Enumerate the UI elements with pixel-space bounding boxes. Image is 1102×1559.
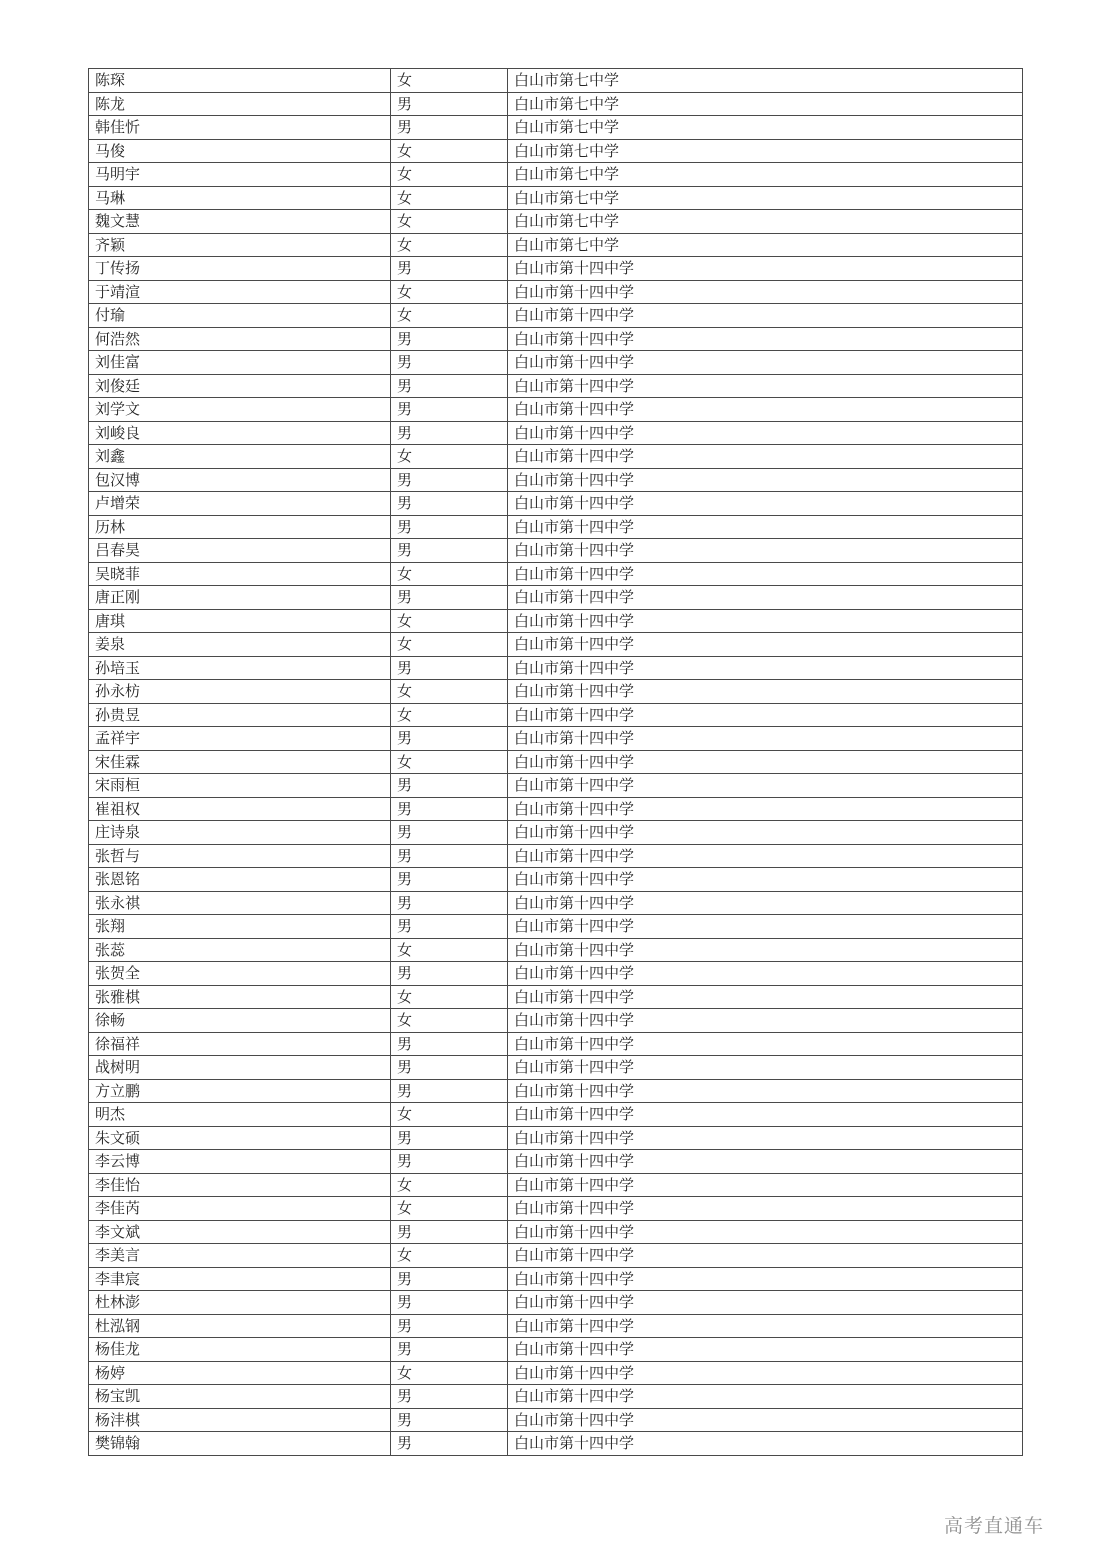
- gender-cell: 男: [391, 1079, 508, 1103]
- gender-cell: 男: [391, 727, 508, 751]
- table-row: [89, 1361, 1023, 1385]
- student-name-cell: 崔祖权: [89, 797, 391, 821]
- table-row: [89, 280, 1023, 304]
- table-row: [89, 844, 1023, 868]
- gender-cell: 男: [391, 774, 508, 798]
- student-name-cell: 张永祺: [89, 891, 391, 915]
- student-name-cell: 庄诗泉: [89, 821, 391, 845]
- gender-cell: 女: [391, 186, 508, 210]
- student-name-cell: 杜林澎: [89, 1291, 391, 1315]
- table-row: [89, 492, 1023, 516]
- student-name-cell: 战树明: [89, 1056, 391, 1080]
- table-row: [89, 633, 1023, 657]
- school-cell: 白山市第十四中学: [508, 844, 1023, 868]
- table-row: [89, 1126, 1023, 1150]
- student-name-cell: 吕春昊: [89, 539, 391, 563]
- gender-cell: 男: [391, 1032, 508, 1056]
- school-cell: 白山市第十四中学: [508, 562, 1023, 586]
- school-cell: 白山市第十四中学: [508, 280, 1023, 304]
- school-cell: 白山市第十四中学: [508, 1385, 1023, 1409]
- school-cell: 白山市第七中学: [508, 92, 1023, 116]
- table-row: [89, 680, 1023, 704]
- gender-cell: 女: [391, 445, 508, 469]
- student-name-cell: 何浩然: [89, 327, 391, 351]
- student-name-cell: 宋雨桓: [89, 774, 391, 798]
- student-name-cell: 唐正刚: [89, 586, 391, 610]
- student-name-cell: 李佳怡: [89, 1173, 391, 1197]
- table-row: [89, 938, 1023, 962]
- student-name-cell: 徐畅: [89, 1009, 391, 1033]
- school-cell: 白山市第十四中学: [508, 1197, 1023, 1221]
- gender-cell: 女: [391, 985, 508, 1009]
- table-row: [89, 233, 1023, 257]
- gender-cell: 女: [391, 1244, 508, 1268]
- student-name-cell: 陈龙: [89, 92, 391, 116]
- gender-cell: 男: [391, 1314, 508, 1338]
- table-row: [89, 1009, 1023, 1033]
- school-cell: 白山市第十四中学: [508, 1291, 1023, 1315]
- table-row: [89, 868, 1023, 892]
- table-row: [89, 656, 1023, 680]
- gender-cell: 男: [391, 1150, 508, 1174]
- school-cell: 白山市第十四中学: [508, 1173, 1023, 1197]
- school-cell: 白山市第十四中学: [508, 915, 1023, 939]
- student-name-cell: 马俊: [89, 139, 391, 163]
- school-cell: 白山市第七中学: [508, 139, 1023, 163]
- student-name-cell: 明杰: [89, 1103, 391, 1127]
- table-row: [89, 304, 1023, 328]
- school-cell: 白山市第十四中学: [508, 1244, 1023, 1268]
- student-name-cell: 樊锦翰: [89, 1432, 391, 1456]
- gender-cell: 男: [391, 374, 508, 398]
- table-row: [89, 116, 1023, 140]
- table-row: [89, 1197, 1023, 1221]
- gender-cell: 男: [391, 915, 508, 939]
- student-name-cell: 刘俊廷: [89, 374, 391, 398]
- student-name-cell: 唐琪: [89, 609, 391, 633]
- school-cell: 白山市第十四中学: [508, 609, 1023, 633]
- table-row: [89, 515, 1023, 539]
- student-name-cell: 张翔: [89, 915, 391, 939]
- school-cell: 白山市第七中学: [508, 233, 1023, 257]
- table-row: [89, 1408, 1023, 1432]
- gender-cell: 男: [391, 421, 508, 445]
- student-name-cell: 徐福祥: [89, 1032, 391, 1056]
- roster-table-body: [89, 69, 1023, 1456]
- gender-cell: 男: [391, 1126, 508, 1150]
- student-name-cell: 陈琛: [89, 69, 391, 93]
- table-row: [89, 1220, 1023, 1244]
- school-cell: 白山市第十四中学: [508, 774, 1023, 798]
- table-row: [89, 539, 1023, 563]
- school-cell: 白山市第十四中学: [508, 304, 1023, 328]
- table-row: [89, 586, 1023, 610]
- school-cell: 白山市第十四中学: [508, 1220, 1023, 1244]
- gender-cell: 女: [391, 304, 508, 328]
- table-row: [89, 186, 1023, 210]
- gender-cell: 男: [391, 962, 508, 986]
- gender-cell: 女: [391, 1361, 508, 1385]
- school-cell: 白山市第十四中学: [508, 633, 1023, 657]
- gender-cell: 男: [391, 868, 508, 892]
- table-row: [89, 1150, 1023, 1174]
- school-cell: 白山市第十四中学: [508, 398, 1023, 422]
- gender-cell: 男: [391, 1432, 508, 1456]
- student-name-cell: 付瑜: [89, 304, 391, 328]
- school-cell: 白山市第十四中学: [508, 421, 1023, 445]
- school-cell: 白山市第七中学: [508, 163, 1023, 187]
- gender-cell: 女: [391, 680, 508, 704]
- school-cell: 白山市第十四中学: [508, 1361, 1023, 1385]
- school-cell: 白山市第十四中学: [508, 1314, 1023, 1338]
- student-name-cell: 刘学文: [89, 398, 391, 422]
- school-cell: 白山市第十四中学: [508, 680, 1023, 704]
- student-name-cell: 齐颖: [89, 233, 391, 257]
- school-cell: 白山市第十四中学: [508, 1056, 1023, 1080]
- student-name-cell: 孟祥宇: [89, 727, 391, 751]
- school-cell: 白山市第十四中学: [508, 891, 1023, 915]
- student-name-cell: 张贺全: [89, 962, 391, 986]
- table-row: [89, 421, 1023, 445]
- student-name-cell: 张雅棋: [89, 985, 391, 1009]
- gender-cell: 男: [391, 1408, 508, 1432]
- student-name-cell: 张哲与: [89, 844, 391, 868]
- table-row: [89, 915, 1023, 939]
- school-cell: 白山市第十四中学: [508, 821, 1023, 845]
- gender-cell: 男: [391, 891, 508, 915]
- school-cell: 白山市第十四中学: [508, 586, 1023, 610]
- table-row: [89, 210, 1023, 234]
- student-name-cell: 吴晓菲: [89, 562, 391, 586]
- table-row: [89, 774, 1023, 798]
- gender-cell: 女: [391, 210, 508, 234]
- school-cell: 白山市第十四中学: [508, 1432, 1023, 1456]
- school-cell: 白山市第十四中学: [508, 1338, 1023, 1362]
- school-cell: 白山市第十四中学: [508, 703, 1023, 727]
- school-cell: 白山市第十四中学: [508, 327, 1023, 351]
- table-row: [89, 797, 1023, 821]
- student-name-cell: 孙培玉: [89, 656, 391, 680]
- student-name-cell: 李美言: [89, 1244, 391, 1268]
- table-row: [89, 1173, 1023, 1197]
- school-cell: 白山市第七中学: [508, 210, 1023, 234]
- student-name-cell: 杨沣棋: [89, 1408, 391, 1432]
- student-name-cell: 马琳: [89, 186, 391, 210]
- school-cell: 白山市第七中学: [508, 116, 1023, 140]
- gender-cell: 女: [391, 139, 508, 163]
- gender-cell: 女: [391, 562, 508, 586]
- student-name-cell: 丁传扬: [89, 257, 391, 281]
- student-roster-table: [88, 68, 1023, 1456]
- gender-cell: 女: [391, 1173, 508, 1197]
- school-cell: 白山市第十四中学: [508, 750, 1023, 774]
- gender-cell: 男: [391, 1385, 508, 1409]
- gender-cell: 女: [391, 233, 508, 257]
- gender-cell: 女: [391, 750, 508, 774]
- gender-cell: 男: [391, 586, 508, 610]
- gender-cell: 女: [391, 633, 508, 657]
- school-cell: 白山市第十四中学: [508, 539, 1023, 563]
- gender-cell: 男: [391, 1220, 508, 1244]
- student-name-cell: 杨婷: [89, 1361, 391, 1385]
- student-name-cell: 孙贵昱: [89, 703, 391, 727]
- gender-cell: 男: [391, 116, 508, 140]
- table-row: [89, 1267, 1023, 1291]
- school-cell: 白山市第十四中学: [508, 1079, 1023, 1103]
- gender-cell: 女: [391, 938, 508, 962]
- school-cell: 白山市第十四中学: [508, 1408, 1023, 1432]
- student-name-cell: 刘佳富: [89, 351, 391, 375]
- gender-cell: 女: [391, 609, 508, 633]
- gender-cell: 女: [391, 163, 508, 187]
- student-name-cell: 杨佳龙: [89, 1338, 391, 1362]
- table-row: [89, 1432, 1023, 1456]
- table-row: [89, 1385, 1023, 1409]
- gender-cell: 女: [391, 1009, 508, 1033]
- gender-cell: 女: [391, 69, 508, 93]
- school-cell: 白山市第十四中学: [508, 1150, 1023, 1174]
- school-cell: 白山市第十四中学: [508, 1032, 1023, 1056]
- student-name-cell: 韩佳忻: [89, 116, 391, 140]
- table-row: [89, 398, 1023, 422]
- gender-cell: 男: [391, 327, 508, 351]
- gender-cell: 男: [391, 821, 508, 845]
- school-cell: 白山市第十四中学: [508, 797, 1023, 821]
- student-name-cell: 刘鑫: [89, 445, 391, 469]
- table-row: [89, 327, 1023, 351]
- student-name-cell: 朱文硕: [89, 1126, 391, 1150]
- table-row: [89, 891, 1023, 915]
- school-cell: 白山市第十四中学: [508, 868, 1023, 892]
- school-cell: 白山市第十四中学: [508, 351, 1023, 375]
- watermark-text: 高考直通车: [943, 1515, 1044, 1537]
- table-row: [89, 962, 1023, 986]
- student-name-cell: 宋佳霖: [89, 750, 391, 774]
- gender-cell: 女: [391, 703, 508, 727]
- student-name-cell: 李聿宸: [89, 1267, 391, 1291]
- table-row: [89, 69, 1023, 93]
- table-row: [89, 257, 1023, 281]
- school-cell: 白山市第十四中学: [508, 727, 1023, 751]
- school-cell: 白山市第十四中学: [508, 374, 1023, 398]
- table-row: [89, 727, 1023, 751]
- gender-cell: 男: [391, 351, 508, 375]
- table-row: [89, 163, 1023, 187]
- gender-cell: 男: [391, 1338, 508, 1362]
- table-row: [89, 139, 1023, 163]
- student-name-cell: 魏文慧: [89, 210, 391, 234]
- table-row: [89, 985, 1023, 1009]
- gender-cell: 男: [391, 492, 508, 516]
- school-cell: 白山市第十四中学: [508, 1103, 1023, 1127]
- school-cell: 白山市第十四中学: [508, 962, 1023, 986]
- student-name-cell: 孙永枋: [89, 680, 391, 704]
- table-row: [89, 562, 1023, 586]
- table-row: [89, 703, 1023, 727]
- gender-cell: 女: [391, 1103, 508, 1127]
- table-row: [89, 1079, 1023, 1103]
- table-row: [89, 374, 1023, 398]
- table-row: [89, 468, 1023, 492]
- table-row: [89, 92, 1023, 116]
- gender-cell: 男: [391, 1056, 508, 1080]
- student-name-cell: 杨宝凯: [89, 1385, 391, 1409]
- student-name-cell: 于靖渲: [89, 280, 391, 304]
- school-cell: 白山市第十四中学: [508, 656, 1023, 680]
- gender-cell: 男: [391, 1267, 508, 1291]
- student-name-cell: 张蕊: [89, 938, 391, 962]
- gender-cell: 女: [391, 280, 508, 304]
- student-name-cell: 方立鹏: [89, 1079, 391, 1103]
- school-cell: 白山市第十四中学: [508, 1267, 1023, 1291]
- school-cell: 白山市第十四中学: [508, 515, 1023, 539]
- school-cell: 白山市第十四中学: [508, 468, 1023, 492]
- student-name-cell: 张恩铭: [89, 868, 391, 892]
- table-row: [89, 1314, 1023, 1338]
- student-name-cell: 杜泓钢: [89, 1314, 391, 1338]
- gender-cell: 男: [391, 92, 508, 116]
- student-name-cell: 李云博: [89, 1150, 391, 1174]
- student-name-cell: 刘峻良: [89, 421, 391, 445]
- gender-cell: 男: [391, 539, 508, 563]
- table-row: [89, 750, 1023, 774]
- student-name-cell: 李佳芮: [89, 1197, 391, 1221]
- gender-cell: 女: [391, 1197, 508, 1221]
- school-cell: 白山市第十四中学: [508, 985, 1023, 1009]
- gender-cell: 男: [391, 468, 508, 492]
- gender-cell: 男: [391, 844, 508, 868]
- gender-cell: 男: [391, 656, 508, 680]
- table-row: [89, 1338, 1023, 1362]
- school-cell: 白山市第七中学: [508, 69, 1023, 93]
- student-name-cell: 历林: [89, 515, 391, 539]
- school-cell: 白山市第十四中学: [508, 257, 1023, 281]
- gender-cell: 男: [391, 257, 508, 281]
- student-name-cell: 李文斌: [89, 1220, 391, 1244]
- table-row: [89, 1032, 1023, 1056]
- student-name-cell: 卢增荣: [89, 492, 391, 516]
- student-name-cell: 姜泉: [89, 633, 391, 657]
- table-row: [89, 1244, 1023, 1268]
- gender-cell: 男: [391, 398, 508, 422]
- school-cell: 白山市第十四中学: [508, 1126, 1023, 1150]
- school-cell: 白山市第十四中学: [508, 1009, 1023, 1033]
- table-row: [89, 821, 1023, 845]
- school-cell: 白山市第七中学: [508, 186, 1023, 210]
- student-name-cell: 包汉博: [89, 468, 391, 492]
- school-cell: 白山市第十四中学: [508, 445, 1023, 469]
- gender-cell: 男: [391, 797, 508, 821]
- school-cell: 白山市第十四中学: [508, 492, 1023, 516]
- gender-cell: 男: [391, 1291, 508, 1315]
- table-row: [89, 1291, 1023, 1315]
- school-cell: 白山市第十四中学: [508, 938, 1023, 962]
- table-row: [89, 351, 1023, 375]
- table-row: [89, 609, 1023, 633]
- table-row: [89, 1103, 1023, 1127]
- table-row: [89, 1056, 1023, 1080]
- table-row: [89, 445, 1023, 469]
- student-name-cell: 马明宇: [89, 163, 391, 187]
- gender-cell: 男: [391, 515, 508, 539]
